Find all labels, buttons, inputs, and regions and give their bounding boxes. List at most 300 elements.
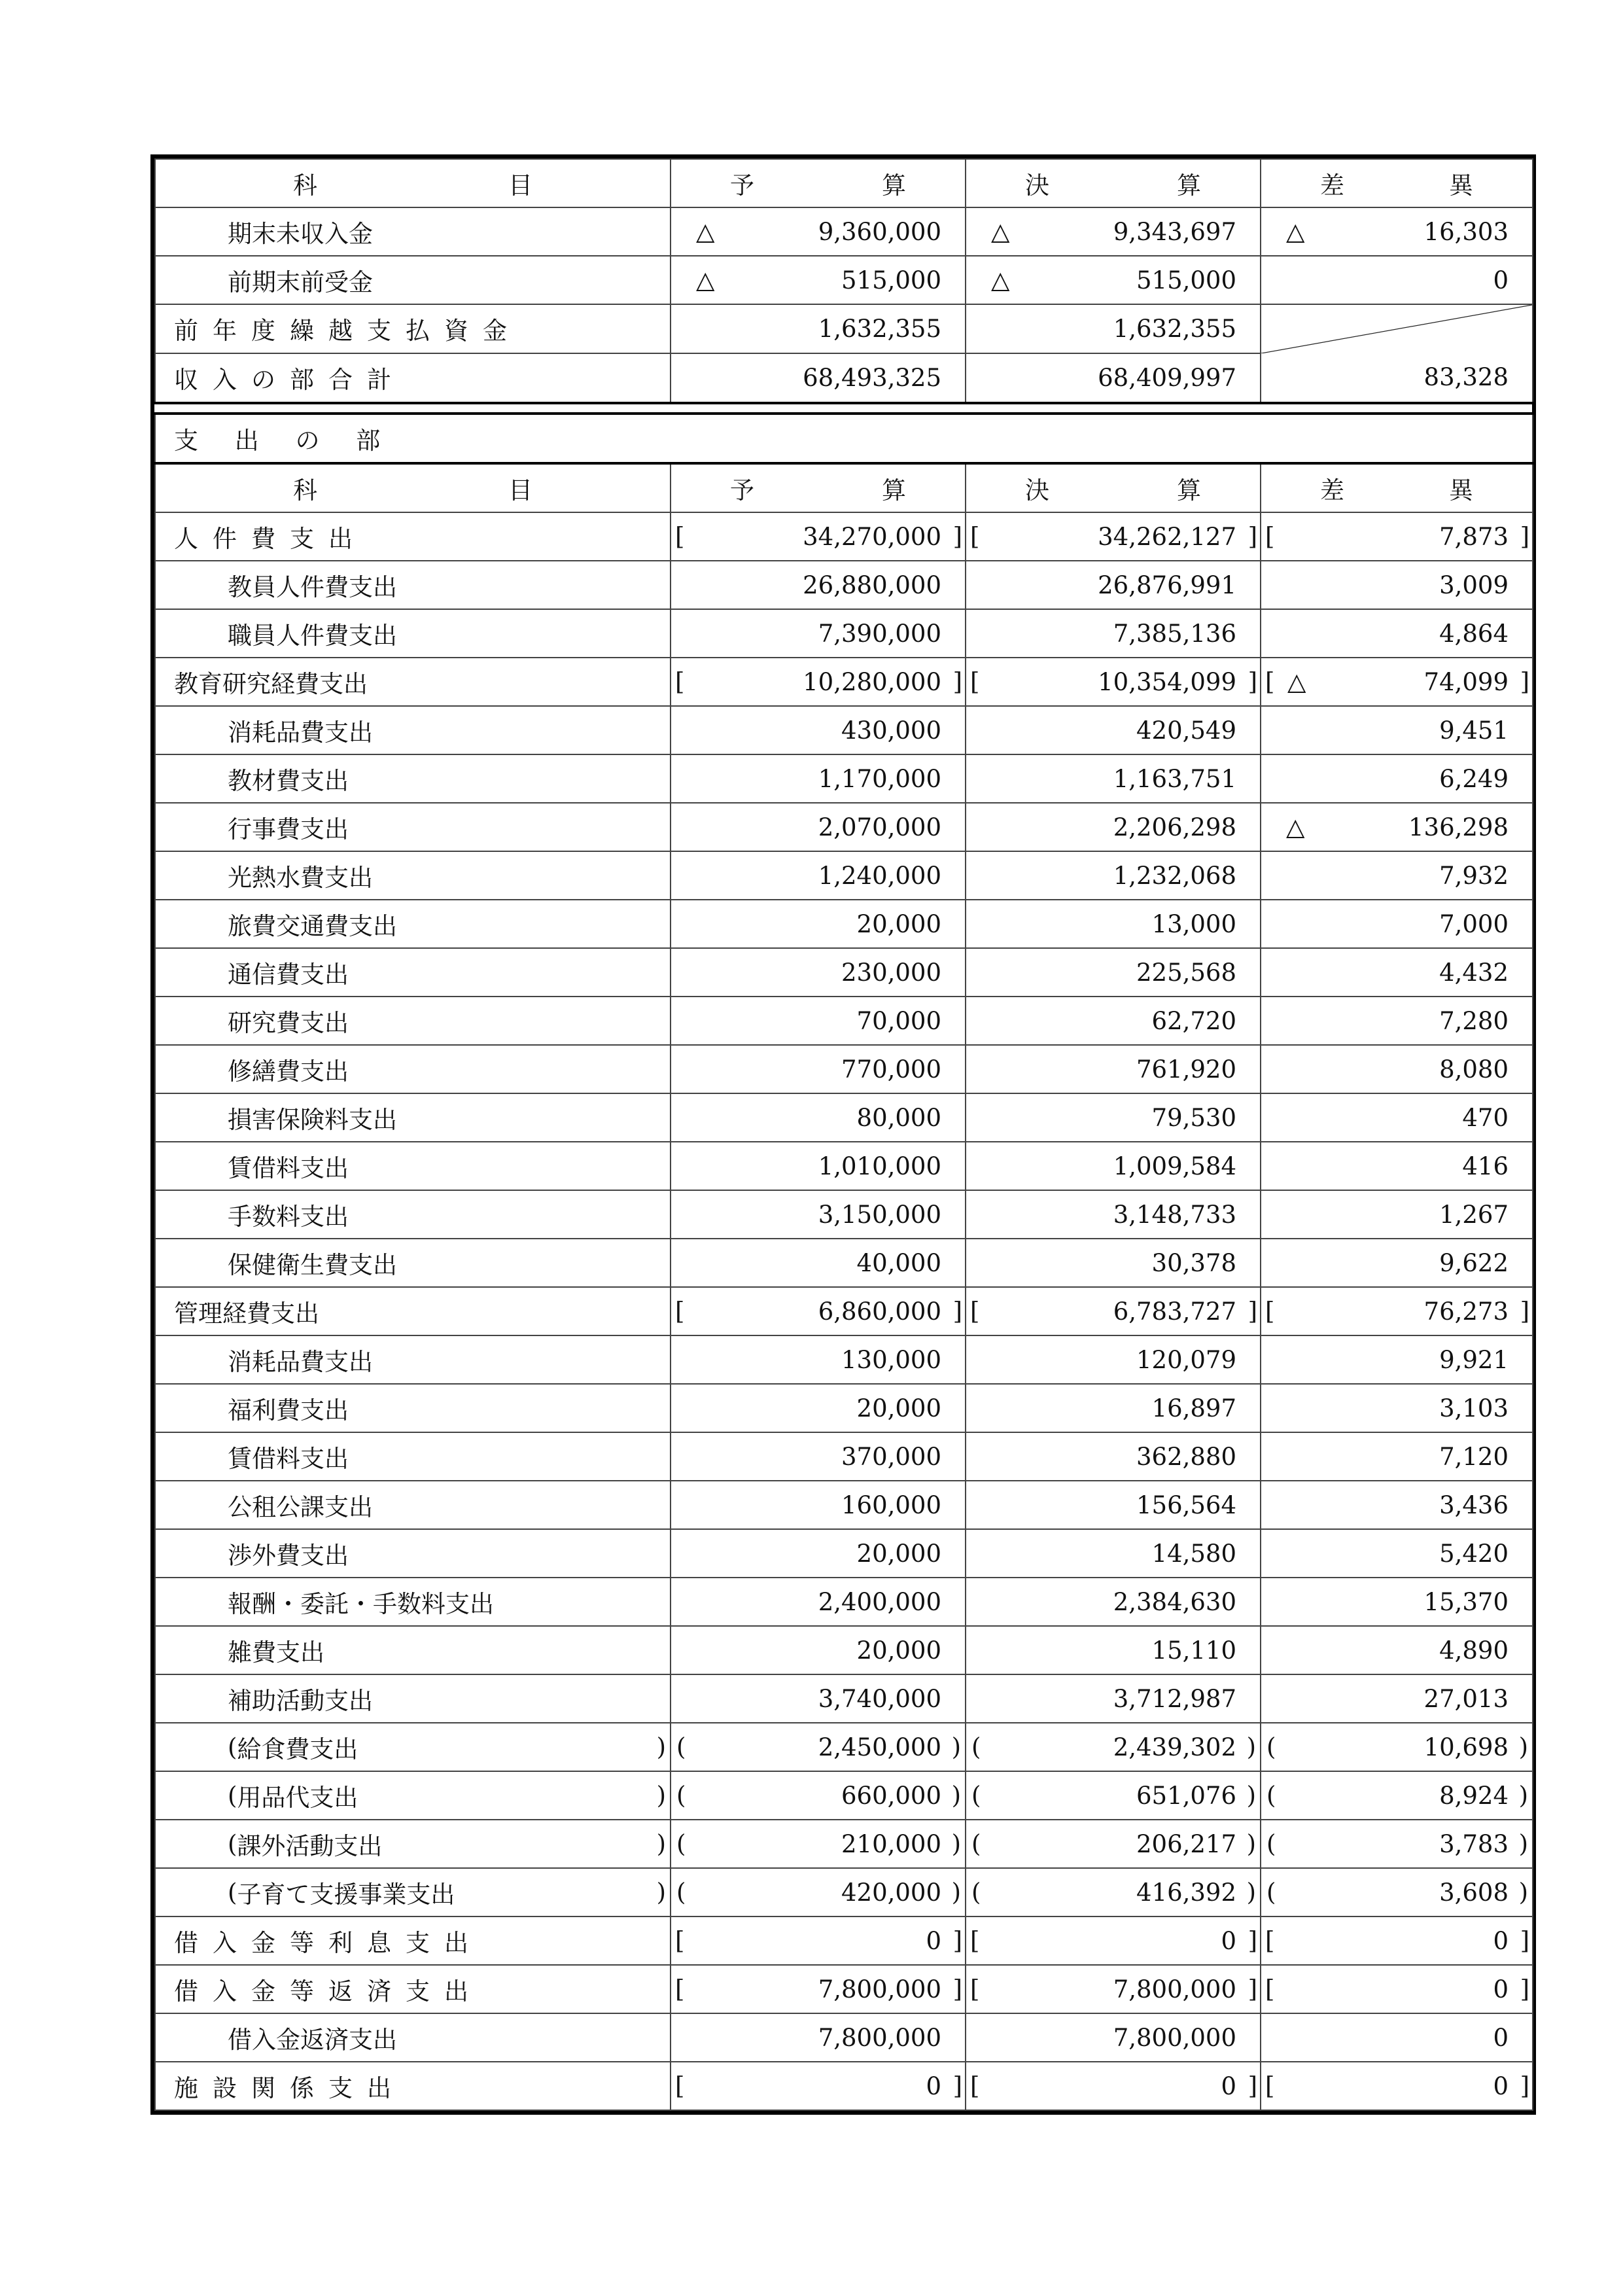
header-kessan-char: 算 <box>1177 476 1201 504</box>
bracket-close: ] <box>1248 522 1257 551</box>
sai-cell <box>1261 851 1533 900</box>
yosan-cell <box>671 803 966 851</box>
income-row <box>155 207 1533 256</box>
kessan-cell <box>966 706 1261 754</box>
item-row <box>155 803 1533 851</box>
bracket-open: [ <box>970 2072 980 2100</box>
row-label: 損害保険料支出 <box>155 1093 671 1142</box>
header-yosan-char: 算 <box>882 171 906 200</box>
row-label: 保健衛生費支出 <box>155 1239 671 1287</box>
yosan-cell <box>671 658 966 706</box>
bracket-close: ] <box>1248 1975 1257 2004</box>
triangle-mark: △ <box>696 266 715 294</box>
kessan-cell <box>966 1674 1261 1723</box>
amount: 160,000 <box>841 1491 941 1519</box>
row-label: 行事費支出 <box>155 803 671 851</box>
yosan-cell <box>671 609 966 658</box>
paren-open: ( <box>676 1733 686 1761</box>
kessan-cell <box>966 561 1261 609</box>
triangle-mark: △ <box>696 217 715 246</box>
yosan-cell <box>671 1432 966 1481</box>
category-row <box>155 1965 1533 2013</box>
sai-cell <box>1261 1868 1533 1916</box>
amount: 770,000 <box>841 1055 941 1084</box>
section-row <box>155 414 1533 463</box>
amount: 7,800,000 <box>818 2023 941 2052</box>
amount: 0 <box>1493 2072 1509 2100</box>
amount: 1,170,000 <box>818 764 941 793</box>
kessan-cell <box>966 353 1261 403</box>
item-row <box>155 1190 1533 1239</box>
row-label: 借入金等利息支出 <box>155 1916 671 1965</box>
bracket-close: ] <box>952 1926 962 1955</box>
sai-cell <box>1261 1384 1533 1432</box>
amount: 1,632,355 <box>818 314 941 343</box>
paren-close: ) <box>1518 1781 1528 1810</box>
amount: 0 <box>926 1926 941 1955</box>
amount: 416 <box>1462 1152 1509 1180</box>
amount: 16,303 <box>1423 217 1509 246</box>
bracket-open: [ <box>970 1926 980 1955</box>
yosan-cell <box>671 1771 966 1820</box>
bracket-open: [ <box>675 667 685 696</box>
row-label: 補助活動支出 <box>155 1674 671 1723</box>
row-label <box>155 1868 671 1916</box>
bracket-close: ] <box>1520 522 1529 551</box>
amount: 7,800,000 <box>1113 1975 1236 2004</box>
header-yosan-char: 予 <box>730 171 754 200</box>
income-row <box>155 256 1533 304</box>
header-sai-char: 差 <box>1320 476 1344 504</box>
amount: 68,493,325 <box>803 363 941 392</box>
yosan-cell <box>671 1142 966 1190</box>
header-row <box>155 463 1533 512</box>
row-label: 福利費支出 <box>155 1384 671 1432</box>
header-kamoku-char: 目 <box>508 171 532 200</box>
amount: 9,622 <box>1439 1248 1509 1277</box>
kessan-cell <box>966 256 1261 304</box>
bracket-open: [ <box>970 1975 980 2004</box>
row-label: 人件費支出 <box>155 512 671 561</box>
row-label: 期末未収入金 <box>155 207 671 256</box>
triangle-mark: △ <box>991 266 1010 294</box>
paren-close: ) <box>1246 1733 1256 1761</box>
sai-cell <box>1261 1723 1533 1771</box>
amount: 3,009 <box>1439 571 1509 599</box>
paren-open: ( <box>1266 1781 1276 1810</box>
paren-close: ) <box>656 1781 666 1810</box>
paren-close: ) <box>1246 1829 1256 1858</box>
kessan-cell <box>966 2062 1261 2110</box>
header-sai-char: 差 <box>1320 171 1344 200</box>
header-kamoku-char: 科 <box>293 476 317 504</box>
amount: 7,000 <box>1439 910 1509 938</box>
kessan-cell <box>966 1045 1261 1093</box>
bracket-close: ] <box>1520 1975 1529 2004</box>
header-yosan-char: 算 <box>882 476 906 504</box>
paren-open: ( <box>971 1829 981 1858</box>
paren-open: ( <box>971 1733 981 1761</box>
row-label-text: 課外活動支出 <box>237 1832 383 1860</box>
budget-table <box>150 154 1536 2115</box>
item-row <box>155 1335 1533 1384</box>
bracket-open: [ <box>970 667 980 696</box>
row-label: 教材費支出 <box>155 754 671 803</box>
amount: 1,267 <box>1439 1200 1509 1229</box>
header-yosan <box>671 159 966 207</box>
item-row <box>155 1626 1533 1674</box>
bracket-close: ] <box>1520 2072 1529 2100</box>
triangle-mark: △ <box>991 217 1010 246</box>
amount: 120,079 <box>1136 1345 1236 1374</box>
amount: 420,000 <box>841 1878 941 1907</box>
item-row <box>155 1578 1533 1626</box>
kessan-cell <box>966 1384 1261 1432</box>
amount: 20,000 <box>856 1394 941 1422</box>
kessan-cell <box>966 2013 1261 2062</box>
amount: 26,880,000 <box>803 571 941 599</box>
amount: 2,439,302 <box>1113 1733 1236 1761</box>
kessan-cell <box>966 1529 1261 1578</box>
row-label-text: 給食費支出 <box>237 1735 358 1763</box>
item-row <box>155 1432 1533 1481</box>
amount: 7,120 <box>1439 1442 1509 1471</box>
yosan-cell <box>671 1239 966 1287</box>
yosan-cell <box>671 1674 966 1723</box>
item-row <box>155 706 1533 754</box>
category-row <box>155 658 1533 706</box>
amount: 416,392 <box>1136 1878 1236 1907</box>
amount: 651,076 <box>1136 1781 1236 1810</box>
sai-cell <box>1261 803 1533 851</box>
header-kessan <box>966 159 1261 207</box>
amount: 0 <box>1493 2023 1509 2052</box>
amount: 40,000 <box>856 1248 941 1277</box>
kessan-cell <box>966 1287 1261 1335</box>
sai-cell <box>1261 706 1533 754</box>
rule-gap <box>155 403 1533 414</box>
yosan-cell <box>671 207 966 256</box>
bracket-open: [ <box>1265 1975 1275 2004</box>
sai-cell <box>1261 1481 1533 1529</box>
item-row <box>155 1045 1533 1093</box>
sai-cell <box>1261 1674 1533 1723</box>
amount: 1,010,000 <box>818 1152 941 1180</box>
bracket-open: [ <box>1265 522 1275 551</box>
item-row <box>155 1384 1533 1432</box>
kessan-cell <box>966 948 1261 997</box>
amount: 9,921 <box>1439 1345 1509 1374</box>
amount: 470 <box>1462 1103 1509 1132</box>
bracket-close: ] <box>1520 1926 1529 1955</box>
sub-item-row <box>155 1771 1533 1820</box>
header-yosan-char: 予 <box>730 476 754 504</box>
amount: 660,000 <box>841 1781 941 1810</box>
amount: 515,000 <box>1136 266 1236 294</box>
sai-cell <box>1261 1432 1533 1481</box>
amount: 2,070,000 <box>818 813 941 841</box>
double-rule <box>155 403 1533 414</box>
amount: 30,378 <box>1151 1248 1236 1277</box>
amount: 76,273 <box>1423 1297 1509 1326</box>
paren-close: ) <box>951 1878 961 1907</box>
header-yosan <box>671 463 966 512</box>
amount: 9,343,697 <box>1113 217 1236 246</box>
amount: 34,270,000 <box>803 522 941 551</box>
yosan-cell <box>671 1481 966 1529</box>
amount: 79,530 <box>1151 1103 1236 1132</box>
header-sai-char: 異 <box>1449 171 1473 200</box>
kessan-cell <box>966 1239 1261 1287</box>
sai-cell <box>1261 658 1533 706</box>
amount: 16,897 <box>1151 1394 1236 1422</box>
header-sai <box>1261 463 1533 512</box>
paren-open: ( <box>228 1733 237 1761</box>
sai-cell <box>1261 561 1533 609</box>
row-label: 教育研究経費支出 <box>155 658 671 706</box>
row-label: 旅費交通費支出 <box>155 900 671 948</box>
bracket-close: ] <box>1248 1926 1257 1955</box>
amount: 7,390,000 <box>818 619 941 648</box>
row-label: 教員人件費支出 <box>155 561 671 609</box>
amount: 0 <box>1221 2072 1236 2100</box>
kessan-cell <box>966 803 1261 851</box>
item-row <box>155 900 1533 948</box>
amount: 3,712,987 <box>1113 1684 1236 1713</box>
yosan-cell <box>671 1384 966 1432</box>
yosan-cell <box>671 1626 966 1674</box>
kessan-cell <box>966 1771 1261 1820</box>
bracket-open: [ <box>1265 1926 1275 1955</box>
bracket-open: [ <box>970 522 980 551</box>
bracket-open: [ <box>675 1926 685 1955</box>
paren-close: ) <box>1246 1878 1256 1907</box>
paren-close: ) <box>951 1781 961 1810</box>
kessan-cell <box>966 512 1261 561</box>
amount: 7,280 <box>1439 1006 1509 1035</box>
kessan-cell <box>966 1190 1261 1239</box>
paren-open: ( <box>1266 1733 1276 1761</box>
paren-open: ( <box>676 1878 686 1907</box>
yosan-cell <box>671 2062 966 2110</box>
amount: 34,262,127 <box>1098 522 1236 551</box>
row-label: 賃借料支出 <box>155 1432 671 1481</box>
sub-item-row <box>155 1820 1533 1868</box>
triangle-mark: △ <box>1287 667 1306 696</box>
bracket-open: [ <box>1265 2072 1275 2100</box>
amount: 6,783,727 <box>1113 1297 1236 1326</box>
row-label: 渉外費支出 <box>155 1529 671 1578</box>
paren-close: ) <box>1518 1829 1528 1858</box>
paren-close: ) <box>1518 1878 1528 1907</box>
sai-cell <box>1261 1093 1533 1142</box>
kessan-cell <box>966 1481 1261 1529</box>
row-label: 公租公課支出 <box>155 1481 671 1529</box>
amount: 225,568 <box>1136 958 1236 987</box>
paren-open: ( <box>228 1829 237 1858</box>
sai-cell <box>1261 1045 1533 1093</box>
kessan-cell <box>966 609 1261 658</box>
paren-close: ) <box>656 1829 666 1858</box>
row-label: 施設関係支出 <box>155 2062 671 2110</box>
amount: 20,000 <box>856 910 941 938</box>
sai-cell <box>1261 997 1533 1045</box>
row-label: 管理経費支出 <box>155 1287 671 1335</box>
kessan-cell <box>966 1916 1261 1965</box>
sai-cell <box>1261 1190 1533 1239</box>
paren-open: ( <box>1266 1878 1276 1907</box>
header-row <box>155 159 1533 207</box>
amount: 5,420 <box>1439 1539 1509 1568</box>
amount: 74,099 <box>1423 667 1509 696</box>
item-row <box>155 1481 1533 1529</box>
item-row <box>155 1142 1533 1190</box>
yosan-cell <box>671 1578 966 1626</box>
yosan-cell <box>671 1529 966 1578</box>
amount: 6,249 <box>1439 764 1509 793</box>
bracket-open: [ <box>1265 1297 1275 1326</box>
kessan-cell <box>966 1093 1261 1142</box>
sai-cell <box>1261 1916 1533 1965</box>
amount: 3,740,000 <box>818 1684 941 1713</box>
bracket-open: [ <box>675 2072 685 2100</box>
bracket-close: ] <box>1248 2072 1257 2100</box>
amount: 68,409,997 <box>1098 363 1236 392</box>
sai-cell <box>1261 2062 1533 2110</box>
row-label: 研究費支出 <box>155 997 671 1045</box>
amount: 156,564 <box>1136 1491 1236 1519</box>
header-sai <box>1261 159 1533 207</box>
sai-cell <box>1261 1529 1533 1578</box>
amount: 1,009,584 <box>1113 1152 1236 1180</box>
amount: 8,924 <box>1439 1781 1509 1810</box>
amount: 0 <box>1493 266 1509 294</box>
row-label-text: 子育て支援事業支出 <box>237 1881 455 1909</box>
paren-open: ( <box>971 1781 981 1810</box>
kessan-cell <box>966 658 1261 706</box>
yosan-cell <box>671 1965 966 2013</box>
amount: 515,000 <box>841 266 941 294</box>
diagonal-line <box>1261 305 1532 353</box>
amount: 0 <box>1493 1975 1509 2004</box>
kessan-cell <box>966 754 1261 803</box>
row-label: 報酬・委託・手数料支出 <box>155 1578 671 1626</box>
sai-cell <box>1261 1965 1533 2013</box>
header-kamoku <box>155 463 671 512</box>
bracket-close: ] <box>1248 667 1257 696</box>
paren-close: ) <box>656 1733 666 1761</box>
amount: 136,298 <box>1408 813 1509 841</box>
amount: 7,873 <box>1439 522 1509 551</box>
item-row <box>155 609 1533 658</box>
amount: 3,148,733 <box>1113 1200 1236 1229</box>
paren-close: ) <box>1518 1733 1528 1761</box>
sai-cell <box>1261 1335 1533 1384</box>
row-label: 借入金返済支出 <box>155 2013 671 2062</box>
yosan-cell <box>671 1045 966 1093</box>
amount: 3,783 <box>1439 1829 1509 1858</box>
row-label <box>155 1723 671 1771</box>
amount: 26,876,991 <box>1098 571 1236 599</box>
bracket-close: ] <box>952 2072 962 2100</box>
amount: 130,000 <box>841 1345 941 1374</box>
kessan-cell <box>966 207 1261 256</box>
row-label: 収入の部合計 <box>155 353 671 403</box>
item-row <box>155 2013 1533 2062</box>
kessan-cell <box>966 997 1261 1045</box>
sai-cell <box>1261 512 1533 561</box>
row-label: 前期末前受金 <box>155 256 671 304</box>
sai-cell <box>1261 900 1533 948</box>
item-row <box>155 754 1533 803</box>
yosan-cell <box>671 561 966 609</box>
sai-cell <box>1261 207 1533 256</box>
sub-item-row <box>155 1868 1533 1916</box>
bracket-open: [ <box>675 522 685 551</box>
item-row <box>155 561 1533 609</box>
row-label-text: 用品代支出 <box>237 1784 358 1812</box>
amount: 10,698 <box>1423 1733 1509 1761</box>
budget-grid <box>154 158 1533 2111</box>
row-label <box>155 1820 671 1868</box>
sai-cell <box>1261 1578 1533 1626</box>
amount: 80,000 <box>856 1103 941 1132</box>
bracket-close: ] <box>952 522 962 551</box>
yosan-cell <box>671 1820 966 1868</box>
sai-cell <box>1261 609 1533 658</box>
yosan-cell <box>671 1916 966 1965</box>
category-row <box>155 1916 1533 1965</box>
amount: 430,000 <box>841 716 941 745</box>
kessan-cell <box>966 1578 1261 1626</box>
sai-cell <box>1261 1239 1533 1287</box>
amount: 3,608 <box>1439 1878 1509 1907</box>
yosan-cell <box>671 851 966 900</box>
amount: 3,150,000 <box>818 1200 941 1229</box>
yosan-cell <box>671 706 966 754</box>
row-label: 消耗品費支出 <box>155 706 671 754</box>
item-row <box>155 1239 1533 1287</box>
amount: 10,354,099 <box>1098 667 1236 696</box>
sai-cell <box>1261 1771 1533 1820</box>
amount: 420,549 <box>1136 716 1236 745</box>
kessan-cell <box>966 1626 1261 1674</box>
row-label: 借入金等返済支出 <box>155 1965 671 2013</box>
row-label: 光熱水費支出 <box>155 851 671 900</box>
paren-close: ) <box>656 1878 666 1907</box>
sai-cell <box>1261 754 1533 803</box>
amount: 9,451 <box>1439 716 1509 745</box>
category-row <box>155 512 1533 561</box>
amount: 210,000 <box>841 1829 941 1858</box>
yosan-cell <box>671 997 966 1045</box>
amount: 15,110 <box>1151 1636 1236 1665</box>
yosan-cell <box>671 2013 966 2062</box>
paren-close: ) <box>1246 1781 1256 1810</box>
yosan-cell <box>671 1723 966 1771</box>
paren-close: ) <box>951 1829 961 1858</box>
paren-open: ( <box>676 1781 686 1810</box>
category-row <box>155 1287 1533 1335</box>
paren-open: ( <box>971 1878 981 1907</box>
yosan-cell <box>671 304 966 353</box>
bracket-close: ] <box>952 1297 962 1326</box>
yosan-cell <box>671 353 966 403</box>
amount: 8,080 <box>1439 1055 1509 1084</box>
amount: 4,432 <box>1439 958 1509 987</box>
section-title: 支 出 の 部 <box>155 414 1533 463</box>
amount: 230,000 <box>841 958 941 987</box>
